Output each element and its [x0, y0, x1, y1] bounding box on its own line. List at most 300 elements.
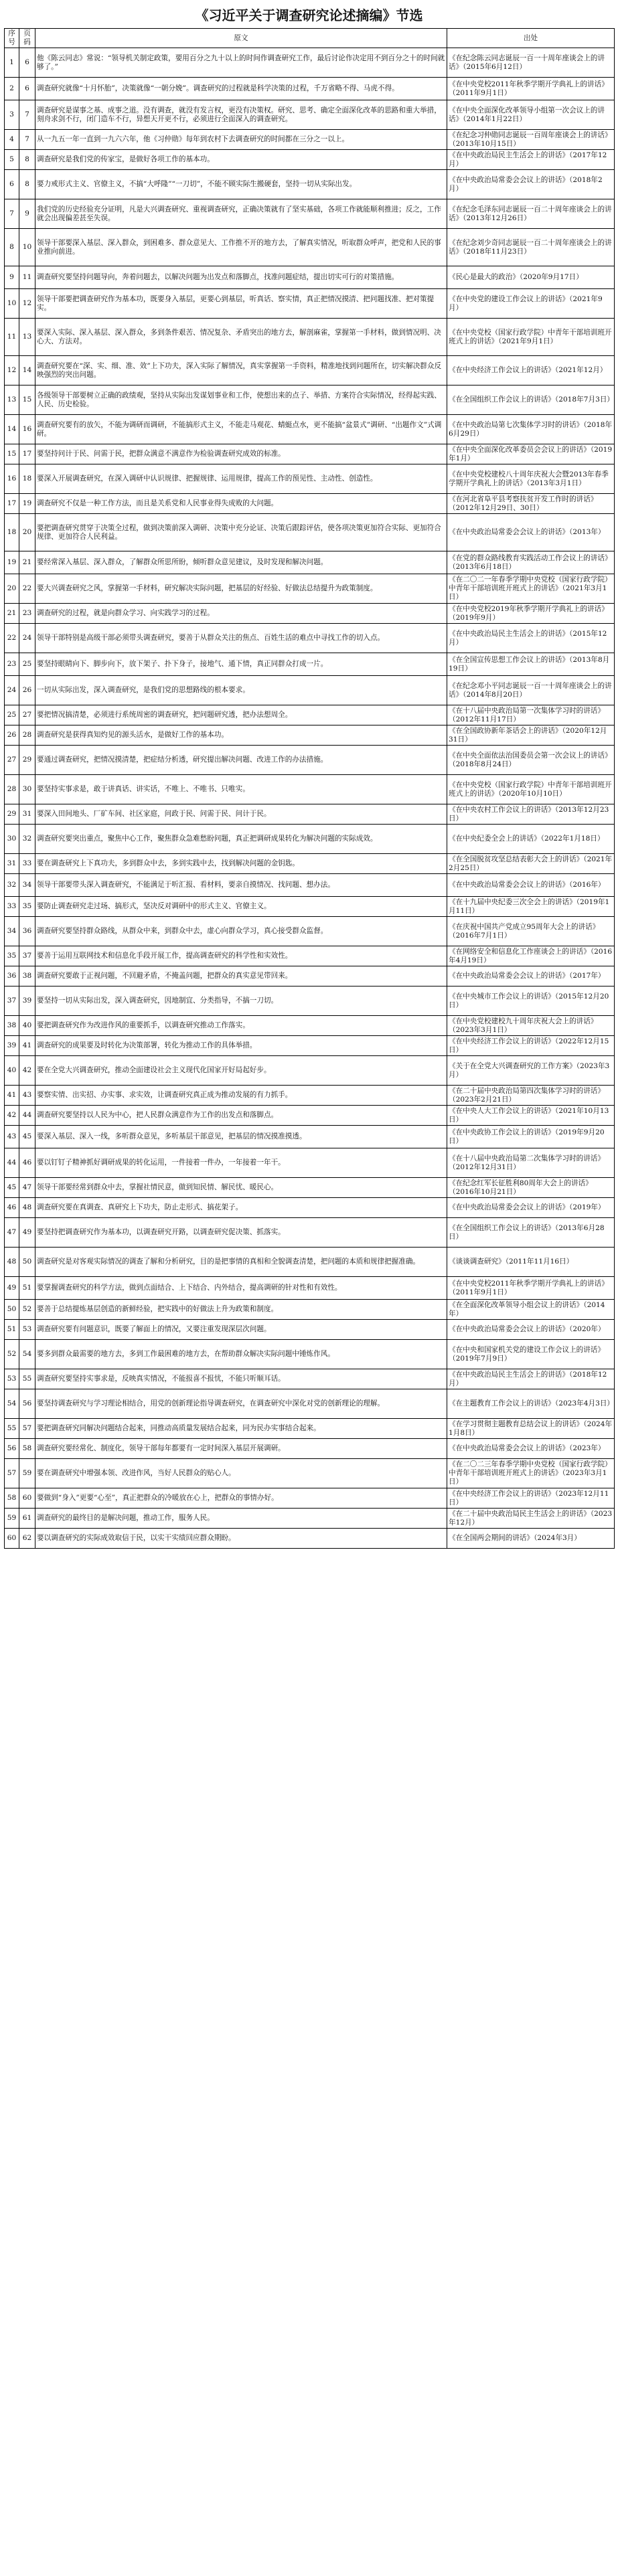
- table-row: [5, 1126, 615, 1148]
- row-serial: 45: [5, 1178, 19, 1198]
- row-original-text: 调查研究要突出重点，聚焦中心工作，聚焦群众急难愁盼问题，真正把调研成果转化为解决问题的实际成效。: [35, 825, 447, 854]
- row-page-number: 17: [19, 444, 35, 464]
- table-row: [5, 1439, 615, 1459]
- row-serial: 18: [5, 514, 19, 551]
- row-serial: 30: [5, 825, 19, 854]
- row-source: 《在中央政治局常委会会议上的讲话》（2020年）: [447, 1320, 615, 1340]
- header-source: 出处: [447, 29, 615, 48]
- row-serial: 28: [5, 775, 19, 804]
- table-row: [5, 705, 615, 725]
- row-original-text: 领导干部要带头深入调查研究，不能满足于听汇报、看材料，要亲自摸情况、找问题、想办法。: [35, 874, 447, 897]
- row-serial: 17: [5, 494, 19, 514]
- row-original-text: 要在全党大兴调查研究，推动全面建设社会主义现代化国家开好局起好步。: [35, 1056, 447, 1086]
- row-page-number: 8: [19, 150, 35, 170]
- table-row: [5, 464, 615, 494]
- row-page-number: 47: [19, 1178, 35, 1198]
- row-page-number: 43: [19, 1086, 35, 1106]
- table-row: [5, 1369, 615, 1389]
- table-row: [5, 574, 615, 604]
- row-page-number: 26: [19, 676, 35, 705]
- row-source: 《在二〇二一年春季学期中央党校（国家行政学院）中青年干部培训班开班式上的讲话》（2021年3月1日）: [447, 574, 615, 604]
- row-original-text: 调查研究要有问题意识，既要了解面上的情况，又要注重发现深层次问题。: [35, 1320, 447, 1340]
- row-source: 《在中央政治局常委会会议上的讲话》（2016年）: [447, 874, 615, 897]
- row-original-text: 调查研究要坚持群众路线，从群众中来，到群众中去，虚心向群众学习，真心接受群众监督。: [35, 917, 447, 946]
- table-row: [5, 1488, 615, 1509]
- table-row: [5, 1340, 615, 1369]
- row-page-number: 39: [19, 986, 35, 1016]
- row-original-text: 调查研究是谋事之基、成事之道。没有调查，就没有发言权，更没有决策权。研究、思考、确定全面深化改革的思路和重大举措，刻舟求剑不行，闭门造车不行，异想天开更不行，必须进行全面深入的调查研究。: [35, 100, 447, 130]
- row-source: 《在中央党校2011年秋季学期开学典礼上的讲话》（2011年9月1日）: [447, 1277, 615, 1300]
- row-source: 《在全面深化改革领导小组会议上的讲话》（2014年）: [447, 1300, 615, 1320]
- row-page-number: 45: [19, 1126, 35, 1148]
- row-original-text: 调查研究的最终目的是解决问题，推动工作，服务人民。: [35, 1509, 447, 1529]
- row-original-text: 要经常深入基层、深入群众，了解群众所思所盼，倾听群众意见建议，及时发现和解决问题。: [35, 551, 447, 574]
- row-source: 《在中央党校建校九十周年庆祝大会上的讲话》（2023年3月1日）: [447, 1016, 615, 1036]
- row-serial: 50: [5, 1300, 19, 1320]
- row-source: 《在中央党的建设工作会议上的讲话》（2021年9月）: [447, 289, 615, 319]
- row-original-text: 调查研究的成果要及时转化为决策部署，转化为推动工作的具体举措。: [35, 1036, 447, 1056]
- row-source: 《在中央政治局民主生活会上的讲话》（2018年12月）: [447, 1369, 615, 1389]
- table-row: [5, 1016, 615, 1036]
- row-original-text: 我们党的历史经验充分证明，凡是大兴调查研究、重视调查研究，正确决策就有了坚实基础，各项工作就能顺利推进；反之，工作就会出现偏差甚至失误。: [35, 199, 447, 229]
- row-original-text: 要掌握调查研究的科学方法，做到点面结合、上下结合、内外结合，提高调研的针对性和有效性。: [35, 1277, 447, 1300]
- row-page-number: 6: [19, 78, 35, 100]
- row-page-number: 18: [19, 464, 35, 494]
- row-original-text: 调查研究要经常化、制度化，领导干部每年都要有一定时间深入基层开展调研。: [35, 1439, 447, 1459]
- row-page-number: 23: [19, 604, 35, 624]
- row-serial: 51: [5, 1320, 19, 1340]
- row-serial: 25: [5, 705, 19, 725]
- row-original-text: 调查研究的过程，就是向群众学习、向实践学习的过程。: [35, 604, 447, 624]
- row-original-text: 要坚持把调查研究作为基本功，以调查研究开路，以调查研究促决策、抓落实。: [35, 1218, 447, 1248]
- row-page-number: 46: [19, 1148, 35, 1178]
- row-serial: 40: [5, 1056, 19, 1086]
- row-source: 《在中央经济工作会议上的讲话》（2023年12月11日）: [447, 1488, 615, 1509]
- row-page-number: 24: [19, 624, 35, 653]
- row-source: 《在全国政协新年茶话会上的讲话》（2020年12月31日）: [447, 725, 615, 746]
- row-serial: 5: [5, 150, 19, 170]
- row-original-text: 领导干部要深入基层、深入群众，到困难多、群众意见大、工作推不开的地方去，了解真实情况，听取群众呼声，把党和人民的事业推向前进。: [35, 229, 447, 266]
- row-page-number: 53: [19, 1320, 35, 1340]
- row-serial: 35: [5, 946, 19, 966]
- row-original-text: 调查研究就像“十月怀胎”，决策就像“一朝分娩”。调查研究的过程就是科学决策的过程，千万省略不得、马虎不得。: [35, 78, 447, 100]
- row-serial: 10: [5, 289, 19, 319]
- row-original-text: 他《陈云同志》常说：“领导机关制定政策，要用百分之九十以上的时间作调查研究工作，最后讨论作决定用不到百分之十的时间就够了。”: [35, 48, 447, 78]
- row-source: 《在中央全面依法治国委员会第一次会议上的讲话》（2018年8月24日）: [447, 746, 615, 775]
- table-row: [5, 551, 615, 574]
- table-row: [5, 1106, 615, 1126]
- row-original-text: 要防止调查研究走过场、搞形式，坚决反对调研中的形式主义、官僚主义。: [35, 897, 447, 917]
- row-serial: 37: [5, 986, 19, 1016]
- table-row: [5, 1300, 615, 1320]
- row-original-text: 要深入开展调查研究，在深入调研中认识规律、把握规律、运用规律，提高工作的预见性、主动性、创造性。: [35, 464, 447, 494]
- row-page-number: 12: [19, 289, 35, 319]
- row-page-number: 36: [19, 917, 35, 946]
- row-source: 《在纪念习仲勋同志诞辰一百周年座谈会上的讲话》（2013年10月15日）: [447, 130, 615, 150]
- row-original-text: 调查研究是获得真知灼见的源头活水，是做好工作的基本功。: [35, 725, 447, 746]
- row-source: 《在十八届中央政治局第一次集体学习时的讲话》（2012年11月17日）: [447, 705, 615, 725]
- table-row: [5, 1086, 615, 1106]
- row-page-number: 40: [19, 1016, 35, 1036]
- header-original-text: 原文: [35, 29, 447, 48]
- row-source: 《在纪念陈云同志诞辰一百一十周年座谈会上的讲话》（2015年6月12日）: [447, 48, 615, 78]
- row-serial: 13: [5, 385, 19, 415]
- row-serial: 54: [5, 1389, 19, 1419]
- table-row: [5, 514, 615, 551]
- row-serial: 9: [5, 266, 19, 289]
- row-source: 《在网络安全和信息化工作座谈会上的讲话》（2016年4月19日）: [447, 946, 615, 966]
- row-page-number: 48: [19, 1198, 35, 1218]
- row-original-text: 一切从实际出发，深入调查研究，是我们党的思想路线的根本要求。: [35, 676, 447, 705]
- row-source: 《在中央全面深化改革领导小组第一次会议上的讲话》（2014年1月22日）: [447, 100, 615, 130]
- table-row: [5, 1529, 615, 1549]
- table-row: [5, 1178, 615, 1198]
- table-row: [5, 444, 615, 464]
- table-row: [5, 356, 615, 385]
- row-serial: 29: [5, 804, 19, 825]
- row-original-text: 要把调查研究同解决问题结合起来，同推动高质量发展结合起来，同为民办实事结合起来。: [35, 1419, 447, 1439]
- row-page-number: 42: [19, 1056, 35, 1086]
- table-row: [5, 825, 615, 854]
- row-source: 《在中央经济工作会议上的讲话》（2021年12月）: [447, 356, 615, 385]
- row-source: 《在中央政治局常委会会议上的讲话》（2013年）: [447, 514, 615, 551]
- row-source: 《在中央人大工作会议上的讲话》（2021年10月13日）: [447, 1106, 615, 1126]
- row-source: 《在主题教育工作会议上的讲话》（2023年4月3日）: [447, 1389, 615, 1419]
- row-source: 《在十八届中央政治局第二次集体学习时的讲话》（2012年12月31日）: [447, 1148, 615, 1178]
- row-serial: 2: [5, 78, 19, 100]
- header-serial: 序号: [5, 29, 19, 48]
- row-original-text: 领导干部要把调查研究作为基本功，既要身入基层，更要心到基层，听真话、察实情，真正把情况摸清、把问题找准、把对策提实。: [35, 289, 447, 319]
- row-original-text: 调查研究要坚持以人民为中心，把人民群众满意作为工作的出发点和落脚点。: [35, 1106, 447, 1126]
- row-source: 《在二十届中央政治局第四次集体学习时的讲话》（2023年2月21日）: [447, 1086, 615, 1106]
- row-serial: 7: [5, 199, 19, 229]
- row-original-text: 调查研究要坚持实事求是，反映真实情况，不能报喜不报忧，不能只听顺耳话。: [35, 1369, 447, 1389]
- table-row: [5, 100, 615, 130]
- table-row: [5, 130, 615, 150]
- row-original-text: 要坚持调查研究与学习理论相结合，用党的创新理论指导调查研究，在调查研究中深化对党的创新理论的理解。: [35, 1389, 447, 1419]
- row-page-number: 31: [19, 804, 35, 825]
- table-row: [5, 874, 615, 897]
- header-page: 页码: [19, 29, 35, 48]
- row-source: 《在庆祝中国共产党成立95周年大会上的讲话》（2016年7月1日）: [447, 917, 615, 946]
- row-serial: 26: [5, 725, 19, 746]
- row-page-number: 7: [19, 130, 35, 150]
- table-row: [5, 266, 615, 289]
- row-original-text: 调查研究要在“深、实、细、准、效”上下功夫，深入实际了解情况，真实掌握第一手资料，精准地找到问题所在，切实解决群众反映强烈的突出问题。: [35, 356, 447, 385]
- row-page-number: 8: [19, 170, 35, 199]
- row-page-number: 56: [19, 1389, 35, 1419]
- table-row: [5, 1218, 615, 1248]
- row-source: 《在中央党校（国家行政学院）中青年干部培训班开班式上的讲话》（2020年10月10日）: [447, 775, 615, 804]
- table-row: [5, 897, 615, 917]
- row-page-number: 49: [19, 1218, 35, 1248]
- row-serial: 57: [5, 1459, 19, 1488]
- row-page-number: 38: [19, 966, 35, 986]
- table-row: [5, 624, 615, 653]
- table-row: [5, 1509, 615, 1529]
- row-source: 《在中央政治局常委会会议上的讲话》（2019年）: [447, 1198, 615, 1218]
- row-source: 《在中央党校2011年秋季学期开学典礼上的讲话》（2011年9月1日）: [447, 78, 615, 100]
- row-original-text: 调查研究要坚持问题导向，奔着问题去，以解决问题为出发点和落脚点，找准问题症结，提出切实可行的对策措施。: [35, 266, 447, 289]
- row-source: 《谈谈调查研究》（2011年11月16日）: [447, 1248, 615, 1277]
- row-source: 《在纪念毛泽东同志诞辰一百二十周年座谈会上的讲话》（2013年12月26日）: [447, 199, 615, 229]
- row-source: 《在中央政治局民主生活会上的讲话》（2015年12月）: [447, 624, 615, 653]
- row-serial: 4: [5, 130, 19, 150]
- row-serial: 20: [5, 574, 19, 604]
- row-original-text: 要坚持一切从实际出发，深入调查研究，因地制宜、分类指导，不搞一刀切。: [35, 986, 447, 1016]
- row-serial: 32: [5, 874, 19, 897]
- table-row: [5, 746, 615, 775]
- row-serial: 38: [5, 1016, 19, 1036]
- row-page-number: 29: [19, 746, 35, 775]
- row-source: 《在二十届中央政治局民主生活会上的讲话》（2023年12月）: [447, 1509, 615, 1529]
- row-page-number: 15: [19, 385, 35, 415]
- row-page-number: 41: [19, 1036, 35, 1056]
- row-original-text: 要在调查研究中增强本领、改进作风，当好人民群众的贴心人。: [35, 1459, 447, 1488]
- table-row: [5, 1277, 615, 1300]
- row-original-text: 要察实情、出实招、办实事、求实效，让调查研究真正成为推动发展的有力抓手。: [35, 1086, 447, 1106]
- row-source: 《在全国两会期间的讲话》（2024年3月）: [447, 1529, 615, 1549]
- table-row: [5, 653, 615, 676]
- table-row: [5, 494, 615, 514]
- table-row: [5, 78, 615, 100]
- row-page-number: 11: [19, 266, 35, 289]
- row-serial: 6: [5, 170, 19, 199]
- row-original-text: 从一九五一年一直到一九六六年，他《习仲勋》每年到农村下去调查研究的时间都在三分之一以上。: [35, 130, 447, 150]
- row-source: 《在纪念红军长征胜利80周年大会上的讲话》（2016年10月21日）: [447, 1178, 615, 1198]
- row-serial: 52: [5, 1340, 19, 1369]
- table-row: [5, 604, 615, 624]
- row-source: 《在中央政治局第七次集体学习时的讲话》（2018年6月29日）: [447, 415, 615, 444]
- table-row: [5, 199, 615, 229]
- row-serial: 44: [5, 1148, 19, 1178]
- row-serial: 21: [5, 604, 19, 624]
- row-original-text: 调查研究是我们党的传家宝，是做好各项工作的基本功。: [35, 150, 447, 170]
- row-serial: 31: [5, 854, 19, 874]
- row-source: 《民心是最大的政治》（2020年9月17日）: [447, 266, 615, 289]
- row-serial: 3: [5, 100, 19, 130]
- row-original-text: 要把调查研究作为改进作风的重要抓手，以调查研究推动工作落实。: [35, 1016, 447, 1036]
- row-serial: 46: [5, 1198, 19, 1218]
- row-original-text: 要以调查研究的实际成效取信于民，以实干实绩回应群众期盼。: [35, 1529, 447, 1549]
- table-row: [5, 1248, 615, 1277]
- row-page-number: 50: [19, 1248, 35, 1277]
- excerpt-table: [4, 28, 615, 1549]
- row-source: 《在十九届中央纪委三次全会上的讲话》（2019年1月11日）: [447, 897, 615, 917]
- row-original-text: 要把情况搞清楚，必须进行系统周密的调查研究，把问题研究透，把办法想周全。: [35, 705, 447, 725]
- table-row: [5, 1389, 615, 1419]
- row-serial: 53: [5, 1369, 19, 1389]
- row-original-text: 要通过调查研究，把情况摸清楚，把症结分析透，研究提出解决问题、改进工作的办法措施。: [35, 746, 447, 775]
- table-row: [5, 150, 615, 170]
- row-original-text: 调查研究是对客观实际情况的调查了解和分析研究，目的是把事情的真相和全貌调查清楚，把问题的本质和规律把握准确。: [35, 1248, 447, 1277]
- row-source: 《在中央农村工作会议上的讲话》（2013年12月23日）: [447, 804, 615, 825]
- row-page-number: 13: [19, 319, 35, 356]
- table-row: [5, 229, 615, 266]
- row-page-number: 44: [19, 1106, 35, 1126]
- row-serial: 22: [5, 624, 19, 653]
- row-page-number: 37: [19, 946, 35, 966]
- row-original-text: 领导干部要经常到群众中去，掌握社情民意，做到知民情、解民忧、暖民心。: [35, 1178, 447, 1198]
- table-row: [5, 319, 615, 356]
- row-original-text: 要坚持实事求是，敢于讲真话、讲实话，不唯上、不唯书、只唯实。: [35, 775, 447, 804]
- row-page-number: 9: [19, 199, 35, 229]
- row-original-text: 要把调查研究贯穿于决策全过程，做到决策前深入调研、决策中充分论证、决策后跟踪评估，使各项决策更加符合实际、更加符合规律、更加符合人民利益。: [35, 514, 447, 551]
- row-page-number: 27: [19, 705, 35, 725]
- row-serial: 59: [5, 1509, 19, 1529]
- row-page-number: 35: [19, 897, 35, 917]
- row-page-number: 14: [19, 356, 35, 385]
- row-serial: 34: [5, 917, 19, 946]
- table-row: [5, 385, 615, 415]
- table-row: [5, 48, 615, 78]
- row-serial: 43: [5, 1126, 19, 1148]
- row-original-text: 要以钉钉子精神抓好调研成果的转化运用，一件接着一件办，一年接着一年干。: [35, 1148, 447, 1178]
- row-serial: 24: [5, 676, 19, 705]
- row-original-text: 要深入基层、深入一线，多听群众意见，多听基层干部意见，把基层的情况摸准摸透。: [35, 1126, 447, 1148]
- row-page-number: 33: [19, 854, 35, 874]
- row-serial: 55: [5, 1419, 19, 1439]
- row-source: 《在全国组织工作会议上的讲话》（2018年7月3日）: [447, 385, 615, 415]
- table-row: [5, 415, 615, 444]
- row-page-number: 10: [19, 229, 35, 266]
- row-source: 《在中央党校建校八十周年庆祝大会暨2013年春季学期开学典礼上的讲话》（2013年3月1日）: [447, 464, 615, 494]
- table-row: [5, 676, 615, 705]
- row-page-number: 34: [19, 874, 35, 897]
- table-row: [5, 854, 615, 874]
- row-serial: 12: [5, 356, 19, 385]
- row-serial: 42: [5, 1106, 19, 1126]
- table-row: [5, 986, 615, 1016]
- row-source: 《在中央和国家机关党的建设工作会议上的讲话》（2019年7月9日）: [447, 1340, 615, 1369]
- row-page-number: 55: [19, 1369, 35, 1389]
- row-page-number: 28: [19, 725, 35, 746]
- row-original-text: 要多到群众最需要的地方去，多到工作最困难的地方去，在帮助群众解决实际问题中锤炼作风。: [35, 1340, 447, 1369]
- row-serial: 27: [5, 746, 19, 775]
- row-serial: 48: [5, 1248, 19, 1277]
- row-original-text: 要善于总结提炼基层创造的新鲜经验，把实践中的好做法上升为政策和制度。: [35, 1300, 447, 1320]
- table-row: [5, 1459, 615, 1488]
- row-page-number: 30: [19, 775, 35, 804]
- row-original-text: 调查研究要有的放矢，不能为调研而调研，不能搞形式主义，不能走马观花、蜻蜓点水，更不能搞“盆景式”调研、“出题作文”式调研。: [35, 415, 447, 444]
- row-page-number: 7: [19, 100, 35, 130]
- row-source: 《在中央全面深化改革委员会会议上的讲话》（2019年1月）: [447, 444, 615, 464]
- row-original-text: 各级领导干部要树立正确的政绩观，坚持从实际出发谋划事业和工作，使想出来的点子、举措、方案符合实际情况，经得起实践、人民、历史检验。: [35, 385, 447, 415]
- row-page-number: 62: [19, 1529, 35, 1549]
- row-serial: 41: [5, 1086, 19, 1106]
- row-source: 《在中央政协工作会议上的讲话》（2019年9月20日）: [447, 1126, 615, 1148]
- row-serial: 19: [5, 551, 19, 574]
- row-serial: 49: [5, 1277, 19, 1300]
- row-serial: 47: [5, 1218, 19, 1248]
- row-original-text: 要做到“身入”更要“心至”，真正把群众的冷暖放在心上，把群众的事情办好。: [35, 1488, 447, 1509]
- row-serial: 36: [5, 966, 19, 986]
- row-source: 《在中央经济工作会议上的讲话》（2022年12月15日）: [447, 1036, 615, 1056]
- table-row: [5, 1320, 615, 1340]
- row-serial: 33: [5, 897, 19, 917]
- row-source: 《在二〇二三年春季学期中央党校（国家行政学院）中青年干部培训班开班式上的讲话》（2023年3月1日）: [447, 1459, 615, 1488]
- row-source: 《在中央政治局常委会会议上的讲话》（2018年2月）: [447, 170, 615, 199]
- row-page-number: 51: [19, 1277, 35, 1300]
- row-source: 《在党的群众路线教育实践活动工作会议上的讲话》（2013年6月18日）: [447, 551, 615, 574]
- row-serial: 58: [5, 1488, 19, 1509]
- table-row: [5, 946, 615, 966]
- table-header-row: [5, 29, 615, 48]
- row-page-number: 25: [19, 653, 35, 676]
- table-row: [5, 804, 615, 825]
- row-source: 《在河北省阜平县考察扶贫开发工作时的讲话》（2012年12月29日、30日）: [447, 494, 615, 514]
- row-serial: 8: [5, 229, 19, 266]
- row-serial: 23: [5, 653, 19, 676]
- row-serial: 1: [5, 48, 19, 78]
- row-page-number: 57: [19, 1419, 35, 1439]
- row-original-text: 要坚持眼睛向下、脚步向下，放下架子、扑下身子，接地气、通下情，真正同群众打成一片。: [35, 653, 447, 676]
- row-page-number: 54: [19, 1340, 35, 1369]
- row-source: 《在全国组织工作会议上的讲话》（2013年6月28日）: [447, 1218, 615, 1248]
- row-original-text: 要善于运用互联网技术和信息化手段开展工作，提高调查研究的科学性和实效性。: [35, 946, 447, 966]
- row-page-number: 32: [19, 825, 35, 854]
- row-serial: 56: [5, 1439, 19, 1459]
- row-source: 《在中央党校2019年秋季学期开学典礼上的讲话》（2019年9月）: [447, 604, 615, 624]
- row-serial: 60: [5, 1529, 19, 1549]
- row-page-number: 61: [19, 1509, 35, 1529]
- table-row: [5, 1148, 615, 1178]
- table-row: [5, 170, 615, 199]
- row-source: 《关于在全党大兴调查研究的工作方案》（2023年3月）: [447, 1056, 615, 1086]
- row-original-text: 要深入实际、深入基层、深入群众，多到条件艰苦、情况复杂、矛盾突出的地方去，解剖麻雀，掌握第一手材料，做到情况明、决心大、方法对。: [35, 319, 447, 356]
- row-source: 《在纪念刘少奇同志诞辰一百二十周年座谈会上的讲话》（2018年11月23日）: [447, 229, 615, 266]
- row-serial: 15: [5, 444, 19, 464]
- row-serial: 39: [5, 1036, 19, 1056]
- table-row: [5, 775, 615, 804]
- row-page-number: 58: [19, 1439, 35, 1459]
- document-title: 《习近平关于调查研究论述摘编》节选: [195, 7, 423, 23]
- row-original-text: 调查研究不仅是一种工作方法，而且是关系党和人民事业得失成败的大问题。: [35, 494, 447, 514]
- row-original-text: 领导干部特别是高级干部必须带头调查研究，要善于从群众关注的焦点、百姓生活的难点中寻找工作的切入点。: [35, 624, 447, 653]
- table-row: [5, 1036, 615, 1056]
- row-source: 《在中央政治局民主生活会上的讲话》（2017年12月）: [447, 150, 615, 170]
- row-original-text: 调查研究要在真调查、真研究上下功夫，防止走形式、搞花架子。: [35, 1198, 447, 1218]
- row-original-text: 要在调查研究上下真功夫，多到群众中去，多到实践中去，找到解决问题的金钥匙。: [35, 854, 447, 874]
- table-row: [5, 917, 615, 946]
- row-source: 《在中央党校（国家行政学院）中青年干部培训班开班式上的讲话》（2021年9月1日）: [447, 319, 615, 356]
- row-original-text: 要坚持问计于民、问需于民，把群众满意不满意作为检验调查研究成效的标准。: [35, 444, 447, 464]
- row-source: 《在中央城市工作会议上的讲话》（2015年12月20日）: [447, 986, 615, 1016]
- table-row: [5, 966, 615, 986]
- row-page-number: 22: [19, 574, 35, 604]
- row-page-number: 16: [19, 415, 35, 444]
- table-body: [5, 48, 615, 1549]
- row-page-number: 20: [19, 514, 35, 551]
- row-source: 《在学习贯彻主题教育总结会议上的讲话》（2024年1月8日）: [447, 1419, 615, 1439]
- table-row: [5, 1056, 615, 1086]
- row-page-number: 6: [19, 48, 35, 78]
- table-row: [5, 1419, 615, 1439]
- row-original-text: 调查研究要敢于正视问题，不回避矛盾，不掩盖问题，把群众的真实意见带回来。: [35, 966, 447, 986]
- row-serial: 11: [5, 319, 19, 356]
- row-original-text: 要大兴调查研究之风，掌握第一手材料，研究解决实际问题，把基层的好经验、好做法总结提升为政策制度。: [35, 574, 447, 604]
- row-page-number: 19: [19, 494, 35, 514]
- table-row: [5, 1198, 615, 1218]
- row-source: 《在纪念邓小平同志诞辰一百一十周年座谈会上的讲话》（2014年8月20日）: [447, 676, 615, 705]
- row-source: 《在中央纪委全会上的讲话》（2022年1月18日）: [447, 825, 615, 854]
- row-source: 《在全国脱贫攻坚总结表彰大会上的讲话》（2021年2月25日）: [447, 854, 615, 874]
- table-row: [5, 289, 615, 319]
- row-serial: 16: [5, 464, 19, 494]
- row-page-number: 60: [19, 1488, 35, 1509]
- row-source: 《在中央政治局常委会会议上的讲话》（2023年）: [447, 1439, 615, 1459]
- row-source: 《在中央政治局常委会会议上的讲话》（2017年）: [447, 966, 615, 986]
